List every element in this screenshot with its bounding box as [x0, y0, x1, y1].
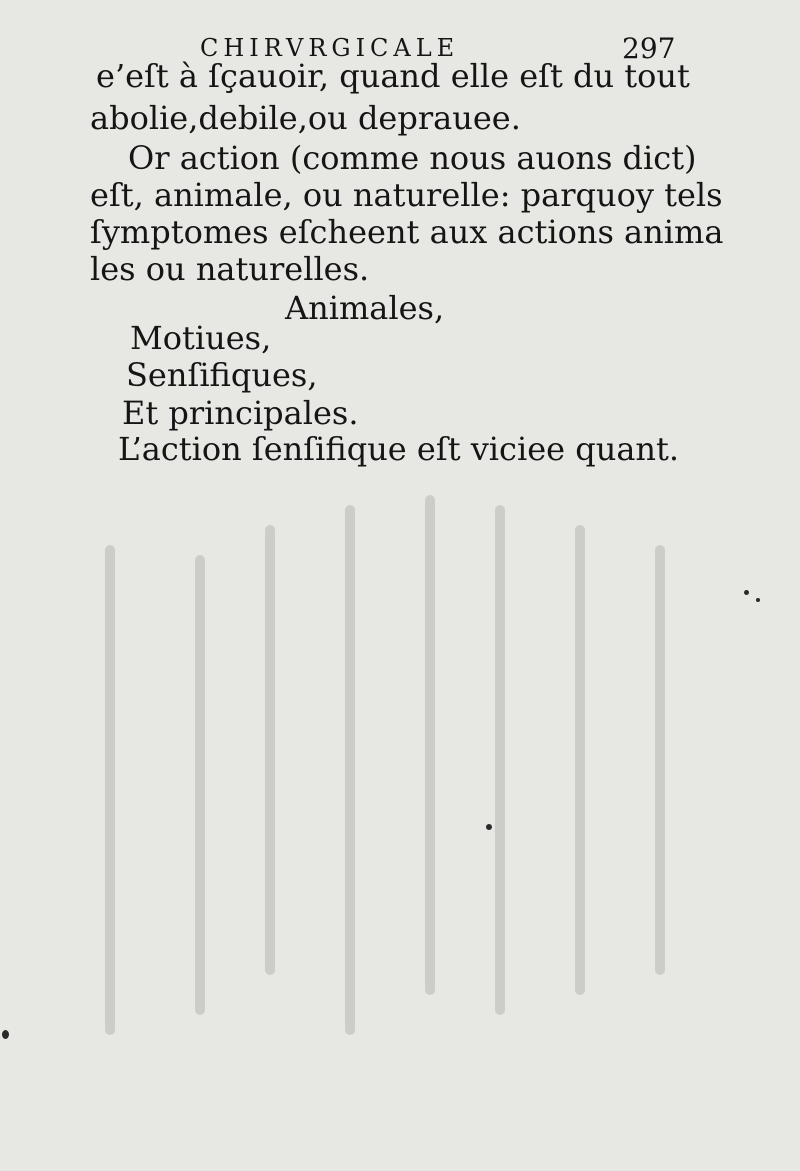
- ink-speck: [486, 824, 492, 830]
- ink-speck: [2, 1030, 9, 1039]
- list-item: Motiues,: [130, 319, 272, 357]
- list-item: Et principales.: [122, 394, 359, 432]
- heading-animales: Animales,: [285, 289, 445, 327]
- text-line: ſymptomes eſcheent aux actions anima: [90, 213, 724, 251]
- running-head: CHIRVRGICALE: [200, 34, 460, 62]
- ink-speck: [756, 598, 760, 602]
- ink-speck: [744, 590, 749, 595]
- text-line: L’action ſenſifique eſt viciee quant.: [118, 430, 680, 468]
- text-line: e’eſt à ſçauoir, quand elle eſt du tout: [96, 57, 690, 95]
- text-line: eſt, animale, ou naturelle: parquoy tels: [90, 176, 723, 214]
- text-line: Or action (comme nous auons dict): [128, 139, 697, 177]
- list-item: Senſifiques,: [126, 356, 318, 394]
- page-number: 297: [622, 32, 676, 65]
- text-line: abolie,debile,ou deprauee.: [90, 99, 521, 137]
- text-line: les ou naturelles.: [90, 250, 370, 288]
